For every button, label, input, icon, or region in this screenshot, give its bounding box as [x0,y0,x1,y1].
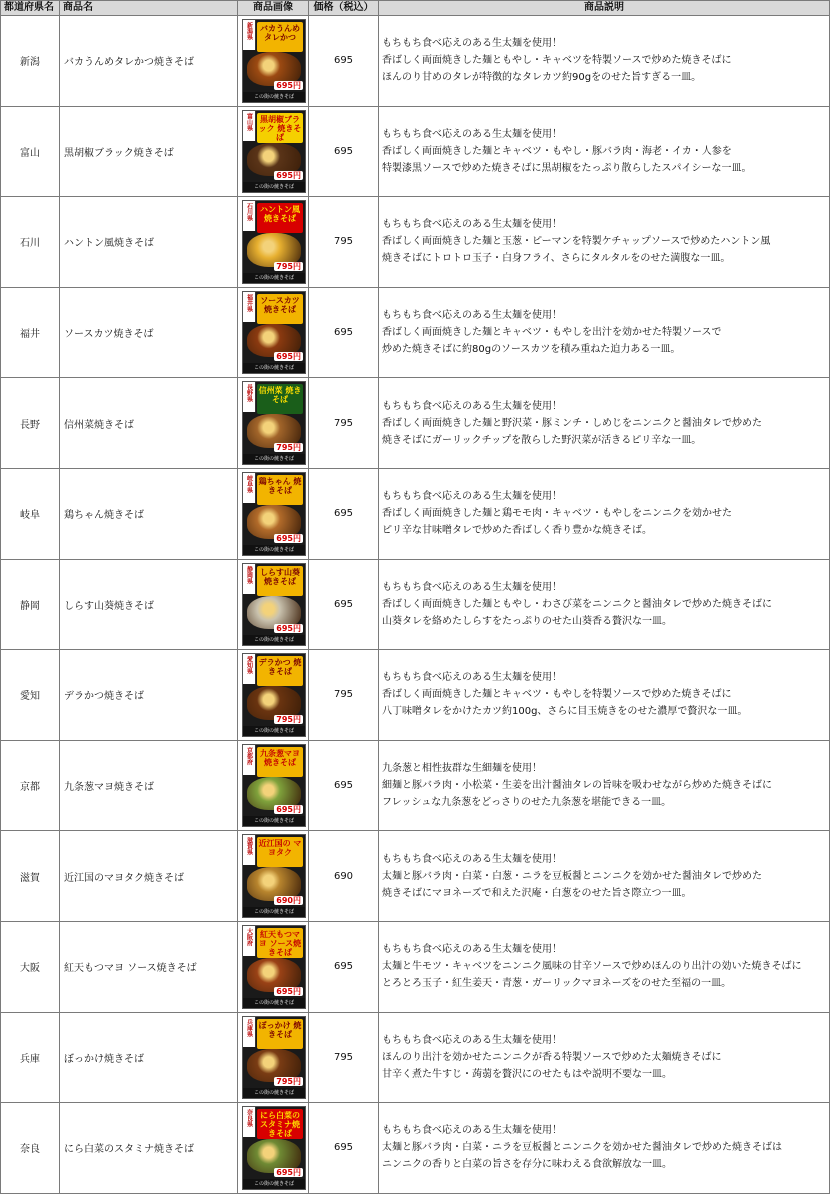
poster-price-tag: 695円 [276,533,301,543]
product-name-cell: 九条葱マヨ焼きそば [60,740,238,831]
description-line: 太麺と豚バラ肉・白菜・白葱・ニラを豆板醤とニンニクを効かせた醤油タレで炒めた [382,870,762,882]
product-poster-image [242,653,306,737]
product-poster-image [242,1016,306,1100]
description-cell [379,831,830,922]
prefecture-cell: 兵庫 [1,1012,60,1103]
poster-title: ぼっかけ 焼きそば [257,1019,303,1049]
poster-title: ソースカツ 焼きそば [257,294,303,324]
poster-price-tag: 695円 [276,986,301,996]
poster-side-label [243,835,256,865]
product-poster-image [242,925,306,1009]
table-row [1,106,830,197]
poster-title: にら白菜の スタミナ焼きそば [257,1109,303,1139]
poster-title: デラかつ 焼きそば [257,656,303,686]
product-image-cell [238,468,309,559]
prefecture-cell: 京都 [1,740,60,831]
poster-side-label [243,1017,256,1047]
description-line: もちもち食べ応えのある生太麺を使用！ [382,672,562,684]
poster-title: 信州菜 焼きそば [257,384,303,414]
description-line: 香ばしく両面焼きした麺とキャベツ・もやしを特製ソースで炒めた焼きそばに [382,689,732,701]
table-row [1,287,830,378]
description-line: 九条葱と相性抜群な生細麺を使用！ [382,763,542,775]
table-row [1,740,830,831]
product-name-cell: 黒胡椒ブラック焼きそば [60,106,238,197]
product-image-cell [238,650,309,741]
poster-footer: この街の焼きそば [243,1088,305,1098]
poster-side-label-text: 新潟県 [245,22,253,40]
poster-side-label-text: 静岡県 [245,565,253,584]
description-line: 香ばしく両面焼きした麺と玉葱・ピーマンを特製ケチャップソースで炒めたハントン風 [382,236,771,248]
poster-price-tag: 695円 [276,624,301,634]
description-line: もちもち食べ応えのある生太麺を使用！ [382,944,562,956]
poster-footer: この街の焼きそば [243,273,305,283]
description-cell [379,287,830,378]
poster-price-tag: 695円 [276,80,301,90]
poster-footer: この街の焼きそば [243,545,305,555]
description-line: 八丁味噌タレをかけたカツ約100g、さらに目玉焼きをのせた濃厚で贅沢な一皿。 [382,706,748,718]
description-line: 香ばしく両面焼きした麺ともやし・わさび菜をニンニクと醤油タレで炒めた焼きそばに [382,598,772,610]
price-cell: 695 [309,16,379,107]
description-cell [379,468,830,559]
prefecture-cell: 大阪 [1,921,60,1012]
poster-title: 鶏ちゃん 焼きそば [257,475,303,505]
description-line: もちもち食べ応えのある生太麺を使用！ [382,219,562,231]
prefecture-cell: 新潟 [1,16,60,107]
poster-price-tag: 795円 [276,1077,301,1087]
table-row [1,197,830,288]
poster-price-tag: 795円 [276,442,301,452]
product-poster-image [242,381,306,465]
poster-side-label-text: 京都府 [245,746,253,765]
description-cell [379,650,830,741]
poster-side-label [243,564,256,594]
description-line: もちもち食べ応えのある生太麺を使用！ [382,491,562,503]
description-line: もちもち食べ応えのある生太麺を使用！ [382,1125,562,1137]
poster-side-label [243,292,256,322]
description-line: 炒めた焼きそばに約80gのソースカツを積み重ねた迫力ある一皿。 [382,344,681,356]
description-cell [379,106,830,197]
header-product-name: 商品名 [60,1,238,16]
price-cell: 695 [309,1103,379,1194]
price-cell: 795 [309,650,379,741]
prefecture-cell: 静岡 [1,559,60,650]
header-description: 商品説明 [379,1,830,16]
poster-side-label-text: 富山県 [245,112,253,131]
poster-footer: この街の焼きそば [243,1179,305,1189]
product-image-cell [238,1012,309,1103]
product-image-cell [238,106,309,197]
price-cell: 795 [309,197,379,288]
product-poster-image [242,291,306,375]
poster-price-tag: 690円 [276,895,301,905]
price-cell: 695 [309,921,379,1012]
poster-price-tag: 695円 [276,352,301,362]
poster-title: しらす山葵 焼きそば [257,566,303,596]
table-row [1,650,830,741]
product-image-cell [238,559,309,650]
product-name-cell: ソースカツ焼きそば [60,287,238,378]
prefecture-cell: 奈良 [1,1103,60,1194]
description-line: 太麺と牛モツ・キャベツをニンニク風味の甘辛ソースで炒めほんのり出汁の効いた焼きそばに [382,961,802,973]
description-line: とろとろ玉子・紅生姜天・青葱・ガーリックマヨネーズをのせた至福の一皿。 [382,978,732,990]
product-image-cell [238,378,309,469]
price-cell: 695 [309,106,379,197]
description-line: ニンニクの香りと白菜の旨さを存分に味わえる食欲解放な一皿。 [382,1159,672,1171]
product-name-cell: 近江国のマヨタク焼きそば [60,831,238,922]
price-cell: 795 [309,378,379,469]
poster-side-label-text: 大阪府 [245,927,253,946]
header-product-image: 商品画像 [238,1,309,16]
description-line: 焼きそばにトロトロ玉子・白身フライ、さらにタルタルをのせた満腹な一皿。 [382,253,731,265]
description-line: 香ばしく両面焼きした麺ともやし・キャベツを特製ソースで炒めた焼きそばに [382,55,732,67]
product-name-cell: にら白菜のスタミナ焼きそば [60,1103,238,1194]
table-row [1,559,830,650]
poster-side-label [243,926,256,956]
poster-footer: この街の焼きそば [243,816,305,826]
description-line: もちもち食べ応えのある生太麺を使用！ [382,1034,562,1046]
description-line: もちもち食べ応えのある生太麺を使用！ [382,853,562,865]
poster-title: 紅天もつマヨ ソース焼きそば [258,929,302,957]
poster-footer: この街の焼きそば [243,92,305,102]
product-name-cell: ぼっかけ焼きそば [60,1012,238,1103]
product-name-cell: 信州菜焼きそば [60,378,238,469]
product-image-cell [238,740,309,831]
prefecture-cell: 富山 [1,106,60,197]
description-line: フレッシュな九条葱をどっさりのせた九条葱を堪能できる一皿。 [382,797,672,809]
description-line: ほんのり甘めのタレが特徴的なタレカツ約90gをのせた旨すぎる一皿。 [382,72,702,84]
poster-title: ハントン風 焼きそば [257,203,303,233]
product-image-cell [238,1103,309,1194]
header-price: 価格（税込） [309,1,379,16]
prefecture-cell: 岐阜 [1,468,60,559]
product-poster-image [242,472,306,556]
poster-side-label-text: 岐阜県 [245,474,253,493]
table-row [1,468,830,559]
prefecture-cell: 長野 [1,378,60,469]
product-name-cell: デラかつ焼きそば [60,650,238,741]
poster-side-label-text: 滋賀県 [245,837,253,856]
description-line: 山葵タレを絡めたしらすをたっぷりのせた山葵香る贅沢な一皿。 [382,615,672,627]
poster-title: 黒胡椒ブラック 焼きそば [258,114,302,142]
product-poster-image [242,834,306,918]
poster-side-label [243,201,256,231]
description-line: もちもち食べ応えのある生太麺を使用！ [382,310,562,322]
prefecture-cell: 滋賀 [1,831,60,922]
product-poster-image [242,563,306,647]
poster-footer: この街の焼きそば [243,998,305,1008]
price-cell: 695 [309,287,379,378]
description-line: もちもち食べ応えのある生太麺を使用！ [382,128,562,140]
poster-side-label-text: 長野県 [245,384,253,403]
price-cell: 695 [309,740,379,831]
description-line: 特製漆黒ソースで炒めた焼きそばに黒胡椒をたっぷり散らしたスパイシーな一皿。 [382,162,752,174]
poster-footer: この街の焼きそば [243,363,305,373]
table-row [1,921,830,1012]
table-row [1,1103,830,1194]
product-poster-image [242,110,306,194]
prefecture-cell: 石川 [1,197,60,288]
description-cell [379,1012,830,1103]
product-name-cell: しらす山葵焼きそば [60,559,238,650]
poster-side-label [243,20,256,50]
description-line: もちもち食べ応えのある生太麺を使用！ [382,38,562,50]
poster-footer: この街の焼きそば [243,635,305,645]
table-row [1,16,830,107]
description-line: 甘辛く煮た牛すじ・蒟蒻を贅沢にのせたもはや説明不要な一皿。 [382,1068,672,1080]
table-row [1,378,830,469]
description-cell [379,197,830,288]
poster-side-label [243,111,256,141]
price-cell: 795 [309,1012,379,1103]
product-name-cell: ハントン風焼きそば [60,197,238,288]
poster-side-label [243,1107,256,1137]
product-name-cell: 紅天もつマヨ ソース焼きそば [60,921,238,1012]
header-prefecture: 都道府県名 [1,1,60,16]
poster-side-label [243,382,256,412]
price-cell: 695 [309,559,379,650]
product-poster-image [242,19,306,103]
poster-side-label [243,654,256,684]
description-cell [379,1103,830,1194]
description-line: もちもち食べ応えのある生太麺を使用！ [382,400,562,412]
poster-footer: この街の焼きそば [243,454,305,464]
poster-footer: この街の焼きそば [243,907,305,917]
product-poster-image [242,744,306,828]
product-poster-image [242,1106,306,1190]
poster-side-label-text: 奈良県 [245,1109,253,1128]
poster-side-label-text: 福井県 [245,293,253,312]
product-image-cell [238,16,309,107]
poster-price-tag: 695円 [276,171,301,181]
poster-title: 近江国の マヨタク [257,837,303,867]
poster-side-label-text: 石川県 [245,203,253,222]
poster-title: バカうんめ タレかつ [257,22,303,52]
description-line: 香ばしく両面焼きした麺と野沢菜・豚ミンチ・しめじをニンニクと醤油タレで炒めた [382,417,762,429]
description-line: 香ばしく両面焼きした麺とキャベツ・もやしを出汁を効かせた特製ソースで [382,327,722,339]
poster-side-label-text: 愛知県 [245,656,253,675]
poster-title: 九条葱マヨ 焼きそば [257,747,303,777]
poster-footer: この街の焼きそば [243,726,305,736]
poster-price-tag: 795円 [276,714,301,724]
description-cell [379,740,830,831]
product-poster-image [242,200,306,284]
description-line: 香ばしく両面焼きした麺とキャベツ・もやし・豚バラ肉・海老・イカ・人参を [382,145,732,157]
description-line: 焼きそばにマヨネーズで和えた沢庵・白葱をのせた旨さ際立つ一皿。 [382,887,692,899]
description-line: 焼きそばにガーリックチップを散らした野沢菜が活きるピリ辛な一皿。 [382,434,702,446]
description-cell [379,559,830,650]
table-row [1,831,830,922]
poster-side-label-text: 兵庫県 [245,1018,253,1037]
product-image-cell [238,287,309,378]
product-name-cell: バカうんめタレかつ焼きそば [60,16,238,107]
poster-price-tag: 695円 [276,1167,301,1177]
poster-price-tag: 795円 [276,261,301,271]
header-row [1,1,830,16]
table-row [1,1012,830,1103]
product-image-cell [238,831,309,922]
prefecture-cell: 福井 [1,287,60,378]
poster-side-label [243,473,256,503]
product-name-cell: 鶏ちゃん焼きそば [60,468,238,559]
description-line: ピリ辛な甘味噌タレで炒めた香ばしく香り豊かな焼きそば。 [382,525,652,537]
description-line: 太麺と豚バラ肉・白菜・ニラを豆板醤とニンニクを効かせた醤油タレで炒めた焼きそばは [382,1142,782,1154]
description-cell [379,16,830,107]
description-cell [379,378,830,469]
product-image-cell [238,197,309,288]
product-image-cell [238,921,309,1012]
poster-footer: この街の焼きそば [243,182,305,192]
poster-side-label [243,745,256,775]
prefecture-cell: 愛知 [1,650,60,741]
poster-price-tag: 695円 [276,805,301,815]
description-cell [379,921,830,1012]
description-line: 細麺と豚バラ肉・小松菜・生姜を出汁醤油タレの旨味を吸わせながら炒めた焼きそばに [382,780,772,792]
description-line: ほんのり出汁を効かせたニンニクが香る特製ソースで炒めた太麺焼きそばに [382,1051,722,1063]
description-line: もちもち食べ応えのある生太麺を使用！ [382,581,562,593]
description-line: 香ばしく両面焼きした麺と鶏モモ肉・キャベツ・もやしをニンニクを効かせた [382,508,732,520]
price-cell: 695 [309,468,379,559]
price-cell: 690 [309,831,379,922]
